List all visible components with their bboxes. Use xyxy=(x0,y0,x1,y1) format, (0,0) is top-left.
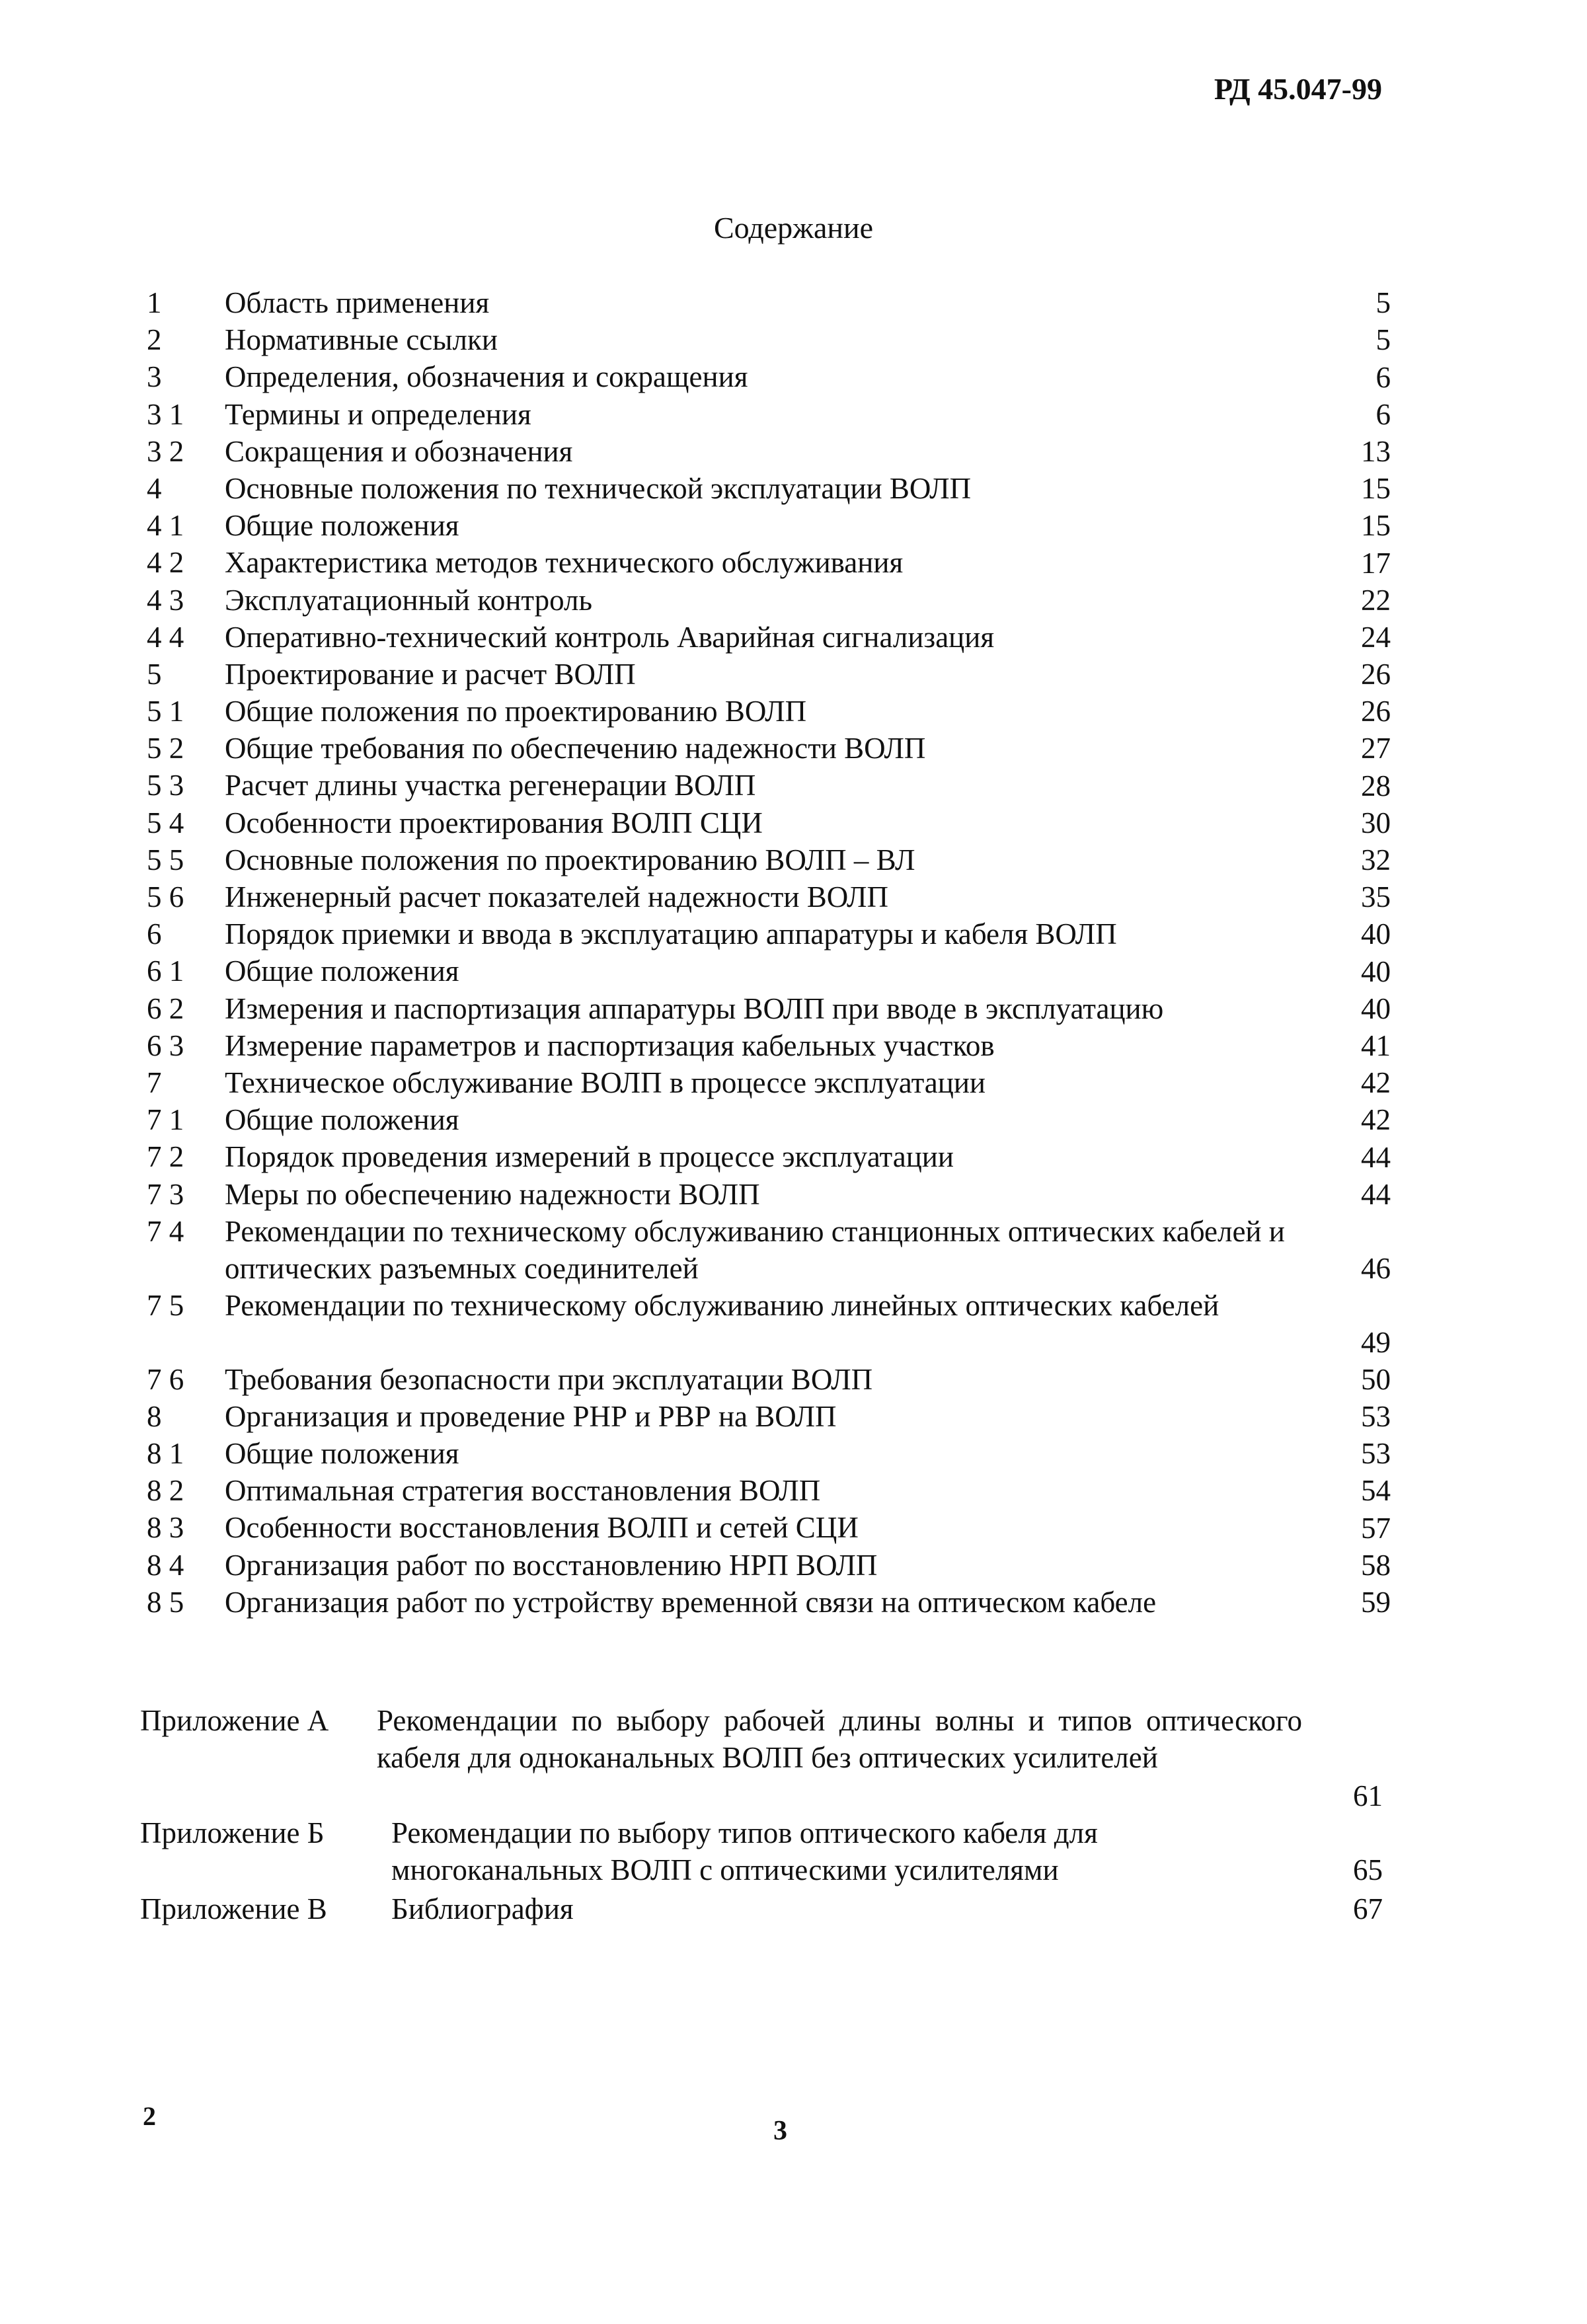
toc-entry xyxy=(147,1509,1391,1546)
toc-entry-number: 5 6 xyxy=(147,880,184,913)
toc-entry xyxy=(147,878,1391,915)
toc-entry xyxy=(147,321,1391,358)
footer-left-page-number: 2 xyxy=(143,2101,156,2131)
toc-entry-page: 40 xyxy=(1361,917,1391,951)
toc-entry xyxy=(147,396,1391,433)
toc-entry xyxy=(147,1213,1391,1287)
toc-entry xyxy=(147,1064,1391,1101)
toc-entry-page: 46 xyxy=(1361,1251,1391,1285)
toc-entry-number: 6 2 xyxy=(147,991,184,1025)
toc-entry-title: Порядок проведения измерений в процессе эксплуатации xyxy=(225,1140,954,1174)
toc-entry-number: 3 1 xyxy=(147,397,184,431)
appendix-b-page: 65 xyxy=(1353,1853,1383,1886)
toc-entry-page: 22 xyxy=(1361,583,1391,617)
toc-entry-page: 42 xyxy=(1361,1103,1391,1137)
toc-entry xyxy=(147,952,1391,989)
toc-entry-title: Нормативные ссылки xyxy=(225,323,498,357)
toc-entry-number: 6 3 xyxy=(147,1028,184,1062)
toc-entry-number: 1 xyxy=(147,286,162,319)
toc-entry-page: 44 xyxy=(1361,1140,1391,1174)
toc-entry xyxy=(147,1101,1391,1138)
toc-entry xyxy=(147,1361,1391,1398)
toc-entry-page: 58 xyxy=(1361,1548,1391,1582)
toc-entry-title: Основные положения по проектированию ВОЛП – ВЛ xyxy=(225,843,915,876)
toc-entry-title: Определения, обозначения и сокращения xyxy=(225,360,748,394)
toc-entry-title: Особенности восстановления ВОЛП и сетей СЦИ xyxy=(225,1511,859,1545)
toc-entry xyxy=(147,730,1391,767)
appendix-a-page: 61 xyxy=(1353,1779,1383,1812)
toc-entry xyxy=(147,433,1391,470)
toc-entry xyxy=(147,1435,1391,1472)
appendix-c-page: 67 xyxy=(1353,1892,1383,1925)
toc-entry-page: 40 xyxy=(1361,991,1391,1025)
toc-entry-title: Общие положения xyxy=(225,954,459,988)
toc-entry xyxy=(147,1398,1391,1435)
toc-entry-title: Характеристика методов технического обслуживания xyxy=(225,546,904,580)
toc-entry-number: 7 3 xyxy=(147,1177,184,1211)
toc-entry-page: 27 xyxy=(1361,732,1391,765)
footer-center-page-number: 3 xyxy=(773,2116,787,2146)
toc-entry-page: 32 xyxy=(1361,843,1391,876)
toc-entry-title: Порядок приемки и ввода в эксплуатацию аппаратуры и кабеля ВОЛП xyxy=(225,917,1117,951)
toc-entry-title: Основные положения по технической эксплуатации ВОЛП xyxy=(225,471,972,505)
toc-entry-page: 5 xyxy=(1375,286,1391,320)
toc-entry xyxy=(147,284,1391,321)
toc-entry-title: Общие положения xyxy=(225,509,459,543)
toc-entry-title: Общие положения xyxy=(225,1103,459,1137)
document-code: РД 45.047-99 xyxy=(1214,72,1382,106)
appendix-a-title: Рекомендации по выбору рабочей длины волны и типов оптического кабеля для одноканальных ВОЛП без оптических усилителей xyxy=(377,1704,1302,1774)
appendix-b xyxy=(140,1814,1383,1888)
toc-entry-title: Техническое обслуживание ВОЛП в процессе эксплуатации xyxy=(225,1065,986,1099)
toc-entry-page: 40 xyxy=(1361,954,1391,988)
toc-entry-number: 7 5 xyxy=(147,1288,184,1322)
toc-entry-number: 8 5 xyxy=(147,1585,184,1619)
toc-entry-number: 8 4 xyxy=(147,1548,184,1582)
toc-entry-number: 7 6 xyxy=(147,1362,184,1396)
toc-entry-number: 6 xyxy=(147,917,162,951)
toc-entry-page: 17 xyxy=(1361,546,1391,580)
table-of-contents xyxy=(147,284,1391,1621)
toc-entry-page: 44 xyxy=(1361,1177,1391,1211)
toc-entry-title: Организация работ по восстановлению НРП ВОЛП xyxy=(225,1548,878,1582)
toc-entry-number: 8 1 xyxy=(147,1437,184,1471)
toc-entry-number: 8 2 xyxy=(147,1474,184,1508)
toc-entry xyxy=(147,656,1391,693)
toc-entry xyxy=(147,470,1391,507)
toc-entry-page: 26 xyxy=(1361,658,1391,691)
toc-entry-title: Измерения и паспортизация аппаратуры ВОЛП при вводе в эксплуатацию xyxy=(225,991,1164,1025)
toc-entry-title: Сокращения и обозначения xyxy=(225,434,573,468)
toc-entry xyxy=(147,1584,1391,1621)
toc-entry-title: Особенности проектирования ВОЛП СЦИ xyxy=(225,806,763,839)
toc-entry-number: 4 1 xyxy=(147,509,184,543)
toc-entry-page: 49 xyxy=(1361,1325,1391,1359)
toc-entry-page: 57 xyxy=(1361,1511,1391,1545)
toc-entry-page: 35 xyxy=(1361,880,1391,914)
toc-entry-title: Термины и определения xyxy=(225,397,531,431)
toc-entry-page: 15 xyxy=(1361,472,1391,506)
toc-entry-page: 42 xyxy=(1361,1066,1391,1100)
toc-entry xyxy=(147,619,1391,656)
toc-entry-title: Измерение параметров и паспортизация кабельных участков xyxy=(225,1028,995,1062)
toc-entry-title: Рекомендации по техническому обслуживанию станционных оптических кабелей и оптических разъемных соединителей xyxy=(225,1214,1285,1285)
toc-entry-number: 7 1 xyxy=(147,1103,184,1137)
toc-entry-number: 7 4 xyxy=(147,1214,184,1248)
toc-entry-page: 59 xyxy=(1361,1586,1391,1619)
toc-entry xyxy=(147,1138,1391,1175)
toc-entry-number: 4 2 xyxy=(147,546,184,580)
toc-entry-page: 53 xyxy=(1361,1400,1391,1434)
toc-entry-page: 30 xyxy=(1361,806,1391,839)
toc-entry-title: Общие положения по проектированию ВОЛП xyxy=(225,695,807,728)
toc-entry-title: Оптимальная стратегия восстановления ВОЛП xyxy=(225,1474,821,1508)
toc-entry-title: Расчет длины участка регенерации ВОЛП xyxy=(225,769,756,802)
appendix-b-label: Приложение Б xyxy=(140,1816,325,1849)
toc-entry-page: 50 xyxy=(1361,1362,1391,1396)
toc-entry-page: 6 xyxy=(1375,360,1391,394)
toc-entry-title: Организация работ по устройству временной связи на оптическом кабеле xyxy=(225,1585,1157,1619)
toc-entry xyxy=(147,582,1391,619)
toc-entry-title: Область применения xyxy=(225,286,490,319)
toc-entry-page: 13 xyxy=(1361,434,1391,468)
toc-entry-page: 5 xyxy=(1375,323,1391,357)
toc-entry-number: 8 3 xyxy=(147,1511,184,1545)
toc-entry-page: 26 xyxy=(1361,695,1391,728)
toc-entry-title: Рекомендации по техническому обслуживанию линейных оптических кабелей xyxy=(225,1288,1219,1322)
toc-entry-number: 6 1 xyxy=(147,954,184,988)
toc-entry-title: Меры по обеспечению надежности ВОЛП xyxy=(225,1177,760,1211)
toc-entry xyxy=(147,1176,1391,1213)
toc-entry-number: 3 2 xyxy=(147,434,184,468)
toc-entry xyxy=(147,841,1391,878)
toc-entry-number: 8 xyxy=(147,1399,162,1433)
toc-entry-title: Инженерный расчет показателей надежности ВОЛП xyxy=(225,880,889,913)
toc-entry xyxy=(147,544,1391,581)
toc-title: Содержание xyxy=(713,211,874,245)
toc-entry xyxy=(147,1287,1391,1361)
toc-entry xyxy=(147,804,1391,841)
appendix-a-label: Приложение А xyxy=(140,1704,329,1737)
toc-entry-title: Организация и проведение РНР и РВР на ВОЛП xyxy=(225,1399,837,1433)
toc-entry xyxy=(147,1547,1391,1584)
toc-entry-title: Общие требования по обеспечению надежности ВОЛП xyxy=(225,732,926,765)
toc-entry-number: 5 xyxy=(147,657,162,691)
appendix-a xyxy=(140,1702,1383,1814)
toc-entry-number: 5 2 xyxy=(147,732,184,765)
toc-entry-number: 4 4 xyxy=(147,620,184,654)
toc-entry-number: 5 1 xyxy=(147,695,184,728)
toc-entry xyxy=(147,693,1391,730)
toc-entry xyxy=(147,767,1391,804)
toc-entry-number: 4 xyxy=(147,471,162,505)
toc-entry xyxy=(147,915,1391,952)
toc-entry xyxy=(147,990,1391,1027)
toc-entry-title: Проектирование и расчет ВОЛП xyxy=(225,657,636,691)
appendix-c-label: Приложение В xyxy=(140,1892,327,1925)
toc-entry-page: 54 xyxy=(1361,1474,1391,1508)
appendix-b-title: Рекомендации по выбору типов оптического кабеля для многоканальных ВОЛП с оптическими усилителями xyxy=(391,1816,1098,1886)
toc-entry-number: 7 xyxy=(147,1065,162,1099)
toc-entry-title: Общие положения xyxy=(225,1437,459,1471)
toc-entry-number: 3 xyxy=(147,360,162,394)
toc-entry-number: 4 3 xyxy=(147,583,184,617)
toc-entry-page: 53 xyxy=(1361,1437,1391,1471)
toc-entry-number: 5 4 xyxy=(147,806,184,839)
toc-entry xyxy=(147,1027,1391,1064)
toc-entry-number: 7 2 xyxy=(147,1140,184,1174)
appendix-c-title: Библиография xyxy=(391,1892,574,1925)
toc-entry-page: 41 xyxy=(1361,1028,1391,1062)
toc-entry-page: 6 xyxy=(1375,397,1391,431)
toc-entry-title: Требования безопасности при эксплуатации ВОЛП xyxy=(225,1362,873,1396)
toc-entry-title: Эксплуатационный контроль xyxy=(225,583,593,617)
toc-entry xyxy=(147,1472,1391,1509)
toc-entry-title: Оперативно-технический контроль Аварийная сигнализация xyxy=(225,620,995,654)
toc-entry-number: 5 3 xyxy=(147,769,184,802)
toc-entry xyxy=(147,507,1391,544)
toc-entry-number: 5 5 xyxy=(147,843,184,876)
toc-entry-page: 24 xyxy=(1361,620,1391,654)
toc-entry xyxy=(147,358,1391,395)
toc-entry-page: 28 xyxy=(1361,769,1391,802)
toc-entry-page: 15 xyxy=(1361,509,1391,543)
appendix-c xyxy=(140,1890,1383,1927)
toc-entry-number: 2 xyxy=(147,323,162,357)
